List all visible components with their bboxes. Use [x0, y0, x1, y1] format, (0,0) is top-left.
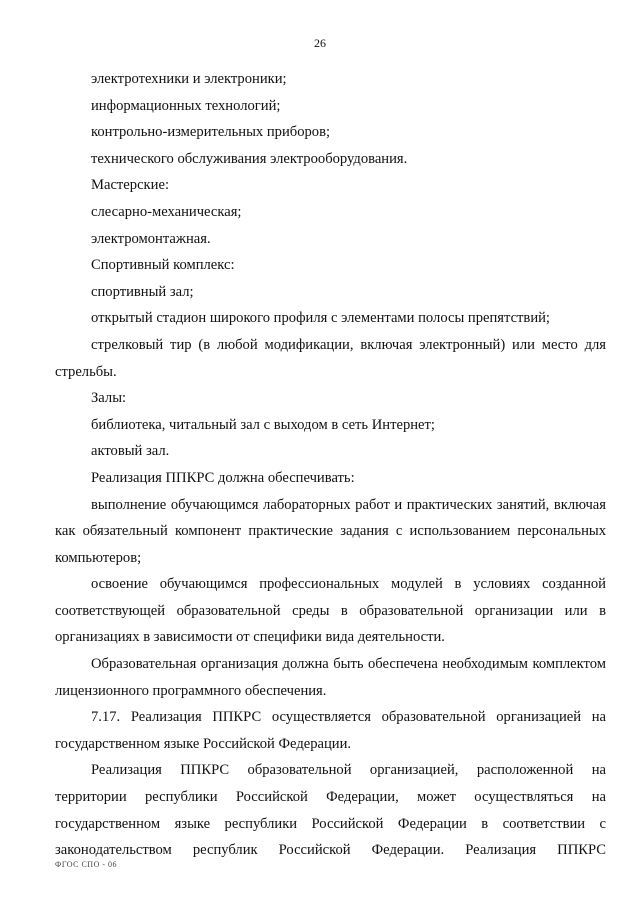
- paragraph: спортивный зал;: [91, 283, 194, 300]
- paragraph: Спортивный комплекс:: [91, 257, 235, 274]
- paragraph: актовый зал.: [91, 443, 170, 460]
- paragraph: освоение обучающимся профессиональных модулей в условиях созданной соответствующей образовательной среды в образовательной организации или в организациях в зависимости от специфики вида деятельности.: [55, 576, 606, 646]
- paragraph: 7.17. Реализация ППКРС осуществляется образовательной организацией на государственном языке Российской Федерации.: [55, 709, 606, 752]
- paragraph: слесарно-механическая;: [91, 203, 242, 220]
- paragraph: библиотека, читальный зал с выходом в сеть Интернет;: [91, 416, 435, 433]
- paragraph: Реализация ППКРС образовательной организацией, расположенной на территории республики Российской Федерации, может осуществляться на государственном языке республики Российской Федерации в соответствии с законодательством республик Российской Федерации. Реализация ППКРС: [55, 762, 606, 859]
- page-number: 26: [314, 36, 326, 50]
- paragraph: выполнение обучающимся лабораторных работ и практических занятий, включая как обязательный компонент практические задания с использованием персональных компьютеров;: [55, 496, 606, 566]
- paragraph: контрольно-измерительных приборов;: [91, 124, 331, 141]
- paragraph: Реализация ППКРС должна обеспечивать:: [91, 469, 355, 486]
- paragraph: технического обслуживания электрооборудования.: [91, 150, 408, 167]
- paragraph: электротехники и электроники;: [91, 71, 287, 87]
- paragraph: стрелковый тир (в любой модификации, включая электронный) или место для стрельбы.: [55, 336, 606, 380]
- paragraph: открытый стадион широкого профиля с элементами полосы препятствий;: [91, 310, 550, 327]
- paragraph: Мастерские:: [91, 177, 169, 194]
- footer-document-code: ФГОС СПО - 06: [55, 860, 118, 869]
- paragraph: информационных технологий;: [91, 97, 281, 114]
- document-body: [55, 66, 606, 864]
- paragraph: Залы:: [91, 390, 127, 407]
- paragraph: электромонтажная.: [91, 230, 211, 247]
- paragraph: Образовательная организация должна быть обеспечена необходимым комплектом лицензионного программного обеспечения.: [55, 656, 606, 699]
